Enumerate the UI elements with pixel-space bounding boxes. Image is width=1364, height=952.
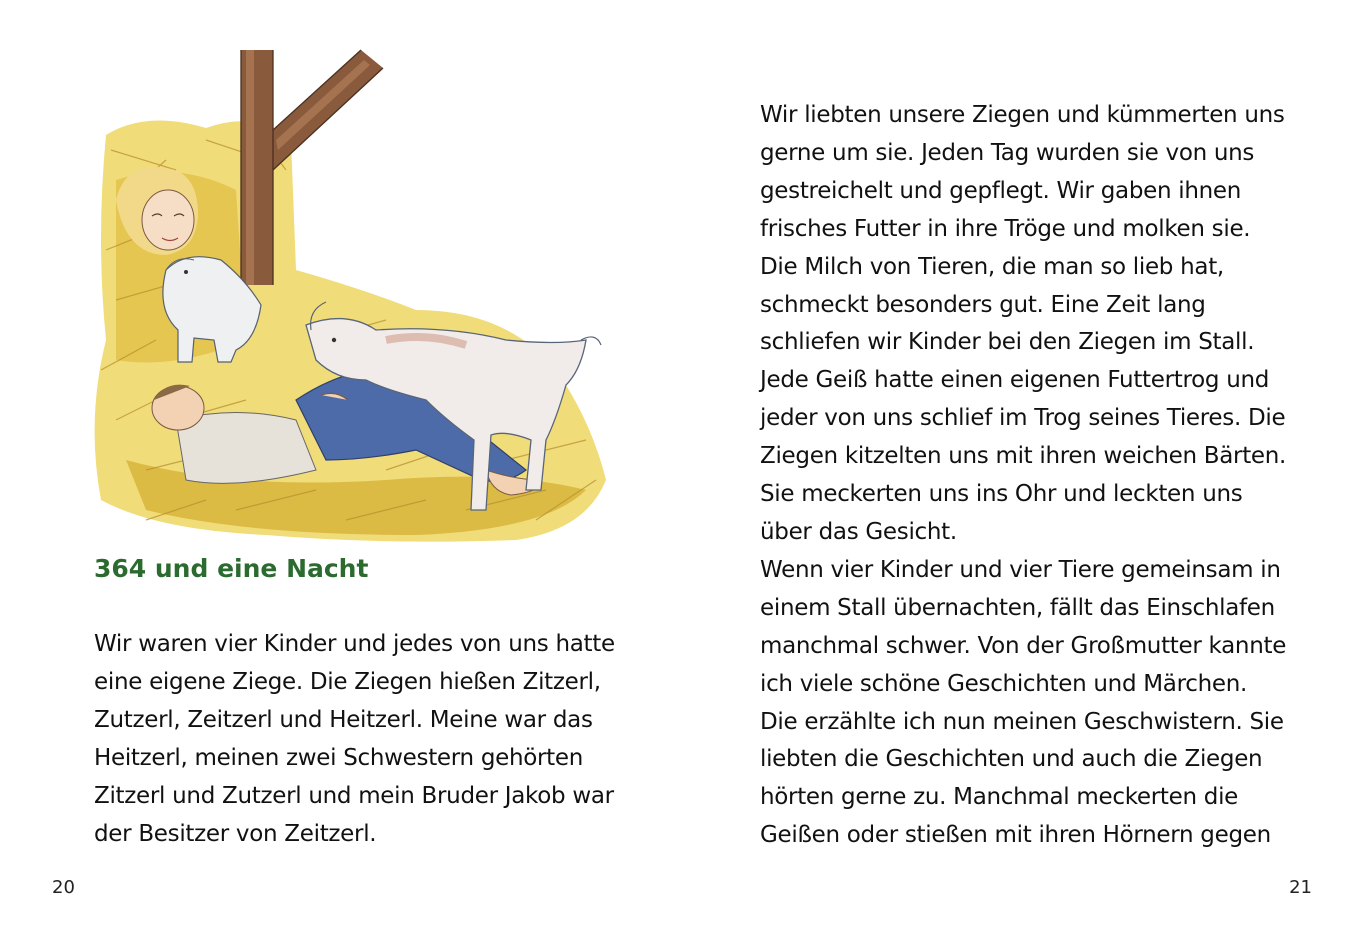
text-line: manchmal schwer. Von der Großmutter kannte [760,632,1287,659]
text-line: einem Stall übernachten, fällt das Einschlafen [760,594,1275,621]
text-line: Heitzerl, meinen zwei Schwestern gehörten [94,744,584,771]
left-body-text [94,626,615,853]
text-line: hörten gerne zu. Manchmal meckerten die [760,784,1239,811]
right-page [682,0,1364,952]
text-line: Die erzählte ich nun meinen Geschwistern. Sie [760,708,1284,735]
text-line: Wir waren vier Kinder und jedes von uns hatte [94,631,615,657]
text-line: Wir liebten unsere Ziegen und kümmerten uns [760,102,1285,128]
text-line: liebten die Geschichten und auch die Ziegen [760,746,1263,773]
chapter-title: 364 und eine Nacht [94,554,369,583]
text-line: schliefen wir Kinder bei den Ziegen im Stall. [760,329,1255,356]
text-line: Wenn vier Kinder und vier Tiere gemeinsam in [760,556,1281,583]
text-line: frisches Futter in ihre Tröge und molken sie. [760,215,1251,242]
text-line: Die Milch von Tieren, die man so lieb hat, [760,253,1224,280]
text-line: Ziegen kitzelten uns mit ihren weichen Bärten. [760,443,1287,470]
illustration-children-goats-hay [86,40,611,550]
text-line: Jede Geiß hatte einen eigenen Futtertrog und [760,367,1270,394]
text-line: Sie meckerten uns ins Ohr und leckten uns [760,481,1243,508]
right-body-text [760,97,1286,855]
text-line: Zutzerl, Zeitzerl und Heitzerl. Meine war das [94,706,593,733]
text-line: jeder von uns schlief im Trog seines Tieres. Die [760,405,1286,432]
page-number-right: 21 [1289,877,1312,898]
text-line: gerne um sie. Jeden Tag wurden sie von uns [760,139,1255,166]
illustration-drawing [86,40,611,550]
text-line: gestreichelt und gepflegt. Wir gaben ihnen [760,177,1242,204]
page-number-left: 20 [52,877,75,898]
text-line: über das Gesicht. [760,518,957,545]
text-line: schmeckt besonders gut. Eine Zeit lang [760,291,1206,318]
text-line: Zitzerl und Zutzerl und mein Bruder Jakob war [94,782,614,809]
text-line: ich viele schöne Geschichten und Märchen. [760,670,1248,697]
text-line: eine eigene Ziege. Die Ziegen hießen Zitzerl, [94,668,601,695]
text-line: der Besitzer von Zeitzerl. [94,820,377,847]
text-line: Geißen oder stießen mit ihren Hörnern gegen [760,822,1271,849]
